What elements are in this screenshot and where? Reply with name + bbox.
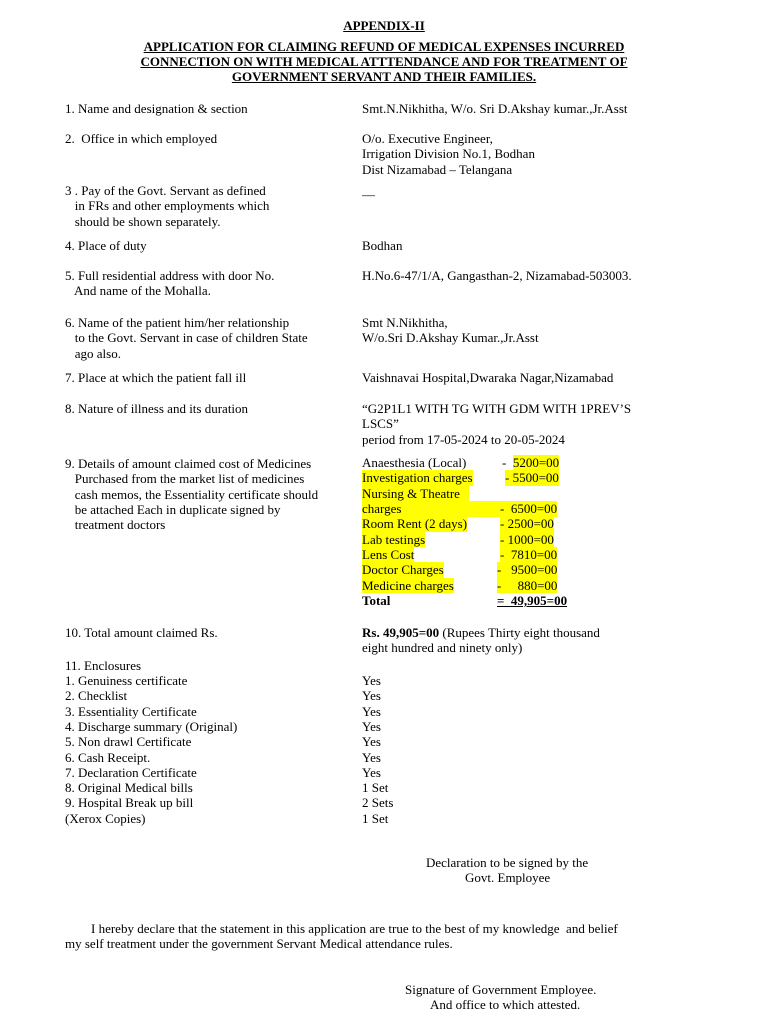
appendix-title: APPENDIX-II — [343, 18, 425, 33]
field-q10-line-1: 10. Total amount claimed Rs. — [65, 625, 218, 640]
charge-row — [362, 501, 582, 517]
charge-dash: - — [502, 455, 513, 470]
charge-total-label: Total — [362, 593, 391, 609]
charge-amount: - 1000=00 — [500, 531, 554, 547]
charge-label: Investigation charges — [362, 470, 473, 486]
field-q6-line-3: ago also. — [65, 345, 121, 361]
charge-label: Room Rent (2 days) — [362, 516, 468, 532]
total-amount-answer — [362, 625, 600, 641]
charge-label: Medicine charges — [362, 577, 454, 593]
enclosure-value: Yes — [362, 749, 381, 765]
field-q6-line-2: to the Govt. Servant in case of children State — [65, 330, 308, 346]
charge-row — [362, 578, 582, 594]
enclosure-value: Yes — [362, 688, 381, 704]
enclosure-name: 7. Declaration Certificate — [65, 764, 197, 780]
charge-row — [362, 516, 582, 532]
charge-row — [362, 562, 582, 578]
signature-line-1: Signature of Government Employee. — [405, 982, 597, 997]
field-a2-line-2: Irrigation Division No.1, Bodhan — [362, 146, 535, 162]
charge-figure: 5200=00 — [512, 455, 560, 470]
field-a6-line-2: W/o.Sri D.Akshay Kumar.,Jr.Asst — [362, 330, 539, 346]
enclosure-value: 2 Sets — [362, 795, 394, 811]
field-a4-line-1: Bodhan — [362, 238, 403, 253]
heading-line-1: APPLICATION FOR CLAIMING REFUND OF MEDICAL EXPENSES INCURRED — [143, 39, 625, 54]
heading-line-2: CONNECTION ON WITH MEDICAL ATTTENDANCE AND FOR TREATMENT OF — [140, 54, 628, 69]
enclosure-name: 9. Hospital Break up bill — [65, 795, 194, 811]
field-q5-line-1: 5. Full residential address with door No. — [65, 268, 275, 283]
field-q9-line-5: treatment doctors — [65, 517, 166, 533]
field-q3-line-1: 3 . Pay of the Govt. Servant as defined — [65, 183, 266, 198]
total-amount-words: (Rupees Thirty eight thousand — [439, 625, 600, 640]
enclosure-name: 3. Essentiality Certificate — [65, 703, 197, 719]
charge-label: charges — [362, 501, 500, 517]
field-a5-line-1: H.No.6-47/1/A, Gangasthan-2, Nizamabad-503003. — [362, 268, 632, 283]
charge-label: Nursing & Theatre — [362, 486, 469, 502]
field-q4-line-1: 4. Place of duty — [65, 238, 147, 253]
field-q8-line-1: 8. Nature of illness and its duration — [65, 401, 249, 416]
signature-line-2: And office to which attested. — [430, 997, 581, 1012]
enclosure-name: (Xerox Copies) — [65, 810, 146, 826]
declaration-text-2: my self treatment under the government Servant Medical attendance rules. — [65, 936, 453, 951]
field-q5-line-2: And name of the Mohalla. — [65, 283, 211, 299]
charge-label: Lens Cost — [362, 547, 415, 563]
enclosure-name: 8. Original Medical bills — [65, 780, 193, 796]
field-a8-line-1: “G2P1L1 WITH TG WITH GDM WITH 1PREV’S — [362, 401, 632, 416]
enclosure-name: 6. Cash Receipt. — [65, 749, 151, 765]
enclosure-name: 1. Genuiness certificate — [65, 673, 188, 688]
enclosure-value: Yes — [362, 734, 381, 750]
field-q9-line-1: 9. Details of amount claimed cost of Medicines — [65, 456, 312, 471]
charge-amount: - 7810=00 — [500, 547, 558, 563]
enclosure-value: Yes — [362, 703, 381, 719]
field-q9-line-3: cash memos, the Essentiality certificate should — [65, 486, 319, 502]
charge-total-row — [362, 593, 582, 609]
charge-amount: - 6500=00 — [500, 501, 558, 517]
enclosure-value: Yes — [362, 764, 381, 780]
declaration-text-1: I hereby declare that the statement in this application are true to the best of my knowledge and belief — [65, 921, 618, 936]
enclosure-value: Yes — [362, 673, 381, 688]
charge-label: Anaesthesia (Local) — [362, 455, 467, 470]
charge-total-amount: = 49,905=00 — [497, 593, 568, 609]
field-q3-line-3: should be shown separately. — [65, 213, 221, 229]
enclosure-name: 4. Discharge summary (Original) — [65, 718, 238, 734]
charge-row — [362, 455, 582, 471]
charge-label: Doctor Charges — [362, 562, 444, 578]
total-amount-words-line2: eight hundred and ninety only) — [362, 640, 523, 655]
charge-amount: - 880=00 — [497, 577, 558, 593]
enclosure-value: Yes — [362, 718, 381, 734]
field-q9-line-4: be attached Each in duplicate signed by — [65, 501, 281, 517]
field-a1-line-1: Smt.N.Nikhitha, W/o. Sri D.Akshay kumar.,Jr.Asst — [362, 101, 628, 116]
charge-label: Lab testings — [362, 531, 426, 547]
enclosure-value: 1 Set — [362, 810, 389, 826]
enclosures-title: 11. Enclosures — [65, 658, 142, 673]
field-a2-line-3: Dist Nizamabad – Telangana — [362, 161, 513, 177]
field-q1-line-1: 1. Name and designation & section — [65, 101, 248, 116]
enclosure-value: 1 Set — [362, 780, 389, 796]
charge-amount — [502, 455, 559, 471]
field-a8-line-2: LSCS” — [362, 416, 399, 432]
declaration-heading-2: Govt. Employee — [465, 870, 551, 885]
field-a3-line-1: — — [362, 187, 375, 202]
heading-line-3: GOVERNMENT SERVANT AND THEIR FAMILIES. — [231, 69, 537, 84]
declaration-heading-1: Declaration to be signed by the — [426, 855, 589, 870]
field-a6-line-1: Smt N.Nikhitha, — [362, 315, 448, 330]
field-q3-line-2: in FRs and other employments which — [65, 198, 270, 214]
enclosure-name: 2. Checklist — [65, 688, 128, 704]
field-a7-line-1: Vaishnavai Hospital,Dwaraka Nagar,Nizamabad — [362, 370, 614, 385]
field-q2-line-1: 2. Office in which employed — [65, 131, 218, 146]
total-amount-figure: Rs. 49,905=00 — [362, 625, 440, 640]
charge-amount: - 5500=00 — [505, 470, 559, 486]
charge-row — [362, 547, 582, 563]
field-a8-line-3: period from 17-05-2024 to 20-05-2024 — [362, 431, 565, 447]
field-q9-line-2: Purchased from the market list of medicines — [65, 471, 305, 487]
field-a2-line-1: O/o. Executive Engineer, — [362, 131, 493, 146]
charge-row — [362, 470, 582, 486]
charge-row — [362, 486, 582, 502]
field-q6-line-1: 6. Name of the patient him/her relationship — [65, 315, 290, 330]
charge-row — [362, 532, 582, 548]
charge-amount: - 2500=00 — [500, 516, 554, 532]
field-q7-line-1: 7. Place at which the patient fall ill — [65, 370, 247, 385]
enclosure-name: 5. Non drawl Certificate — [65, 734, 192, 750]
charge-amount: - 9500=00 — [497, 562, 558, 578]
